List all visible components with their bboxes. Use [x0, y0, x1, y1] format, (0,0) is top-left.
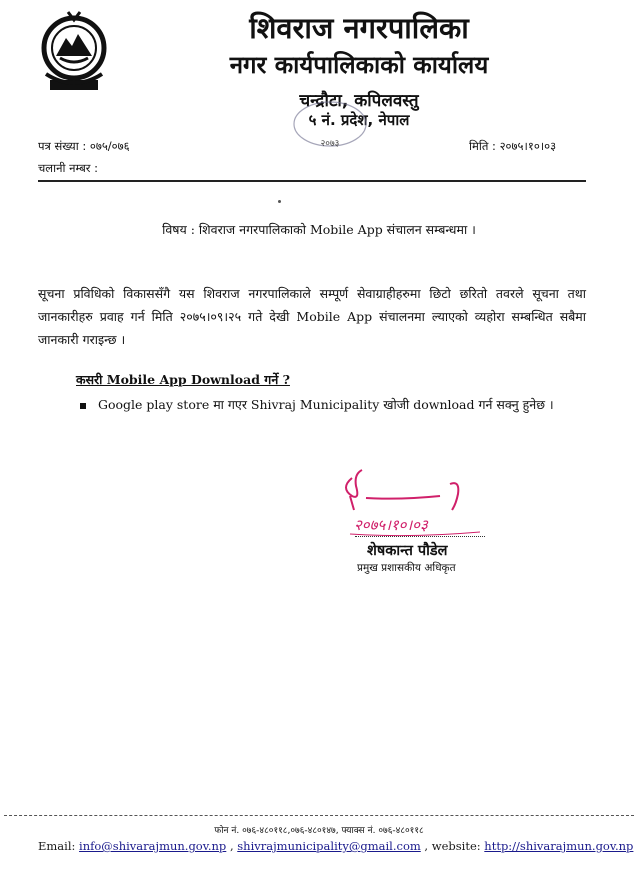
municipality-name: शिवराज नगरपालिका	[249, 11, 469, 45]
footer-phone: फोन नं. ०७६-४८०११८,०७६-४८०१४७, फ्याक्स नं. ०७६-४८०११८	[214, 826, 424, 836]
signatory-name: शेषकान्त पौडेल	[367, 543, 448, 559]
handwritten-signature	[330, 460, 490, 540]
website-label: , website:	[420, 839, 485, 853]
website-link[interactable]: http://shivarajmun.gov.np	[484, 839, 634, 853]
signatory-title: प्रमुख प्रशासकीय अधिकृत	[357, 562, 456, 574]
bullet-icon	[80, 403, 86, 409]
separator: ,	[226, 839, 238, 853]
letter-subject: विषय : शिवराज नगरपालिकाको Mobile App संचालन सम्बन्धमा ।	[162, 222, 476, 237]
email-link-info[interactable]: info@shivarajmun.gov.np	[79, 839, 227, 853]
office-stamp	[290, 100, 370, 152]
footer-divider	[4, 815, 634, 816]
footer-contact	[38, 839, 633, 853]
howto-step	[80, 396, 554, 413]
reference-number: पत्र संख्या : ०७५/०७६	[38, 139, 130, 153]
stamp-year: २०७३	[320, 139, 340, 149]
email-label: Email:	[38, 839, 80, 853]
signature-line	[355, 536, 485, 537]
stray-mark	[278, 200, 281, 203]
address-line-1: चन्द्रौटा, कपिलवस्तु	[299, 91, 419, 111]
office-name: नगर कार्यपालिकाको कार्यालय	[229, 51, 489, 79]
address-line-2: ५ नं. प्रदेश, नेपाल	[308, 111, 410, 129]
howto-step-text: Google play store मा गएर Shivraj Municipality खोजी download गर्न सक्नु हुनेछ ।	[98, 397, 554, 412]
header-divider	[38, 180, 586, 182]
signature-date: २०७५।१०।०३	[354, 516, 428, 534]
dispatch-number: चलानी नम्बर :	[38, 161, 99, 175]
letter-date: मिति : २०७५।१०।०३	[469, 139, 557, 153]
email-link-gmail[interactable]: shivrajmunicipality@gmail.com	[237, 839, 421, 853]
howto-heading: कसरी Mobile App Download गर्ने ?	[76, 372, 290, 387]
letter-body: सूचना प्रविधिको विकाससँगै यस शिवराज नगरपालिकाले सम्पूर्ण सेवाग्राहीहरुमा छिटो छरितो तवरले सूचना तथा जानकारीहरु प्रवाह गर्न मिति २०७५।०९।२५ गते देखी Mobile App संचालनमा ल्याएको व्यहोरा सम्बन्धित सबैमा जानकारी गराइन्छ ।	[38, 286, 586, 347]
